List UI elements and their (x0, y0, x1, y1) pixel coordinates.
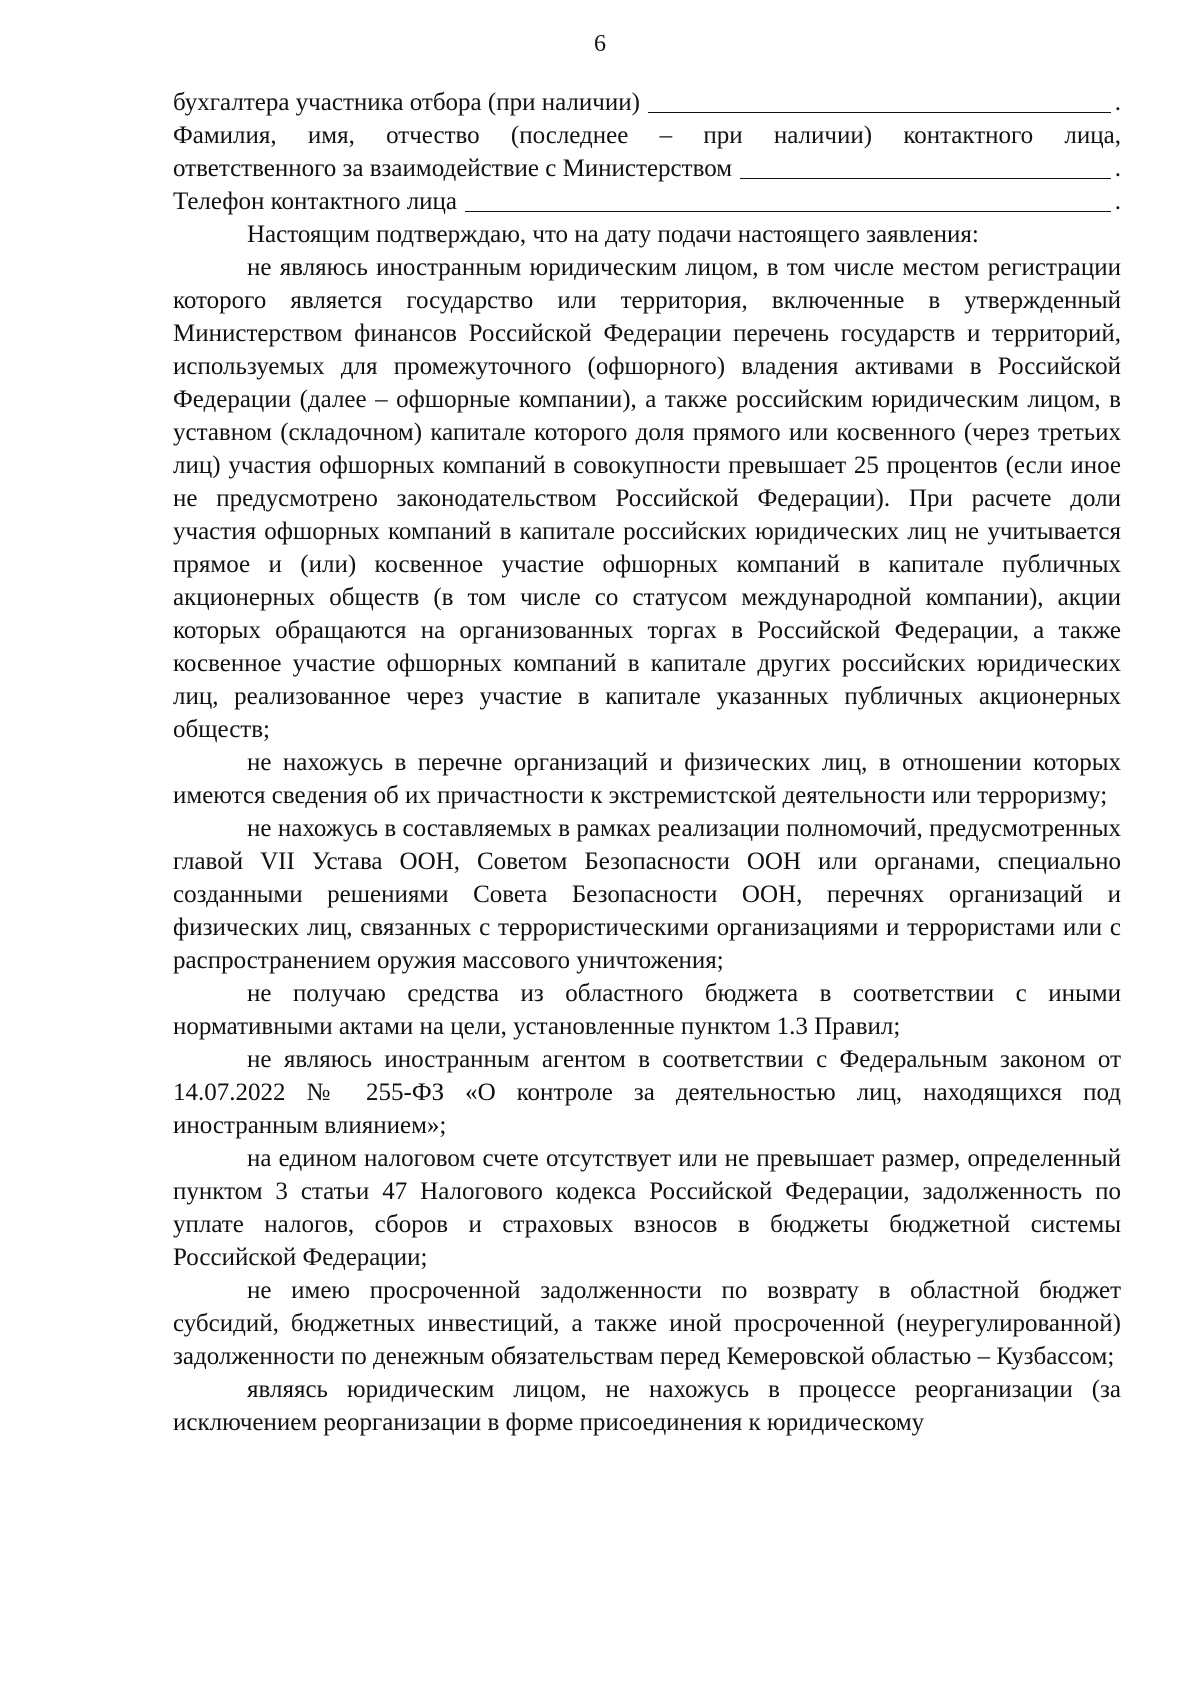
ministry-responsible-field (173, 152, 1121, 185)
accountant-field-label: бухгалтера участника отбора (при наличии) (173, 89, 640, 116)
declaration-item-tax-debt: на едином налоговом счете отсутствует или не превышает размер, определенный пунктом 3 статьи 47 Налогового кодекса Российской Федерации, задолженность по уплате налогов, сборов и страховых взносов в бюджеты бюджетной системы Российской Федерации; (173, 1145, 1121, 1271)
field-period: . (1114, 188, 1121, 215)
declaration-item-foreign-agent: не являюсь иностранным агентом в соответствии с Федеральным законом от 14.07.2022 № 255-ФЗ «О контроле за деятельностью лиц, находящихся под иностранным влиянием»; (173, 1046, 1121, 1139)
declaration-item-overdue-debt: не имею просроченной задолженности по возврату в областной бюджет субсидий, бюджетных инвестиций, а также иной просроченной (неурегулированной) задолженности по денежным обязательствам перед Кемеровской областью – Кузбассом; (173, 1277, 1121, 1370)
declaration-item-offshore: не являюсь иностранным юридическим лицом, в том числе местом регистрации которого является государство или территория, включенные в утвержденный Министерством финансов Российской Федерации перечень государств и территорий, используемых для промежуточного (офшорного) владения активами в Российской Федерации (далее – офшорные компании), а также российским юридическим лицом, в уставном (складочном) капитале которого доля прямого или косвенного (через третьих лиц) участия офшорных компаний в совокупности превышает 25 процентов (если иное не предусмотрено законодательством Российской Федерации). При расчете доли участия офшорных компаний в капитале российских юридических лиц не учитывается прямое и (или) косвенное участие офшорных компаний в капитале публичных акционерных обществ (в том числе со статусом международной компании), акции которых обращаются на организованных торгах в Российской Федерации, а также косвенное участие офшорных компаний в капитале других российских юридических лиц, реализованное через участие в капитале указанных публичных акционерных обществ; (173, 254, 1121, 743)
ministry-responsible-blank[interactable] (740, 177, 1111, 179)
contact-phone-field (173, 185, 1121, 218)
page-number: 6 (594, 31, 606, 57)
accountant-field-blank[interactable] (648, 111, 1111, 113)
contact-person-label-line (173, 119, 1121, 152)
field-period: . (1114, 155, 1121, 182)
contact-person-label: Фамилия, имя, отчество (последнее – при наличии) контактного лица, (173, 122, 1121, 149)
declaration-item-budget-funds: не получаю средства из областного бюджета в соответствии с иными нормативными актами на цели, установленные пунктом 1.3 Правил; (173, 980, 1121, 1040)
contact-phone-label: Телефон контактного лица (173, 188, 458, 215)
declaration-item-reorganization: являясь юридическим лицом, не нахожусь в процессе реорганизации (за исключением реорганизации в форме присоединения к юридическому (173, 1376, 1121, 1436)
document-body (173, 86, 1121, 1439)
confirmation-intro: Настоящим подтверждаю, что на дату подачи настоящего заявления: (247, 221, 979, 248)
accountant-field (173, 86, 1121, 119)
declaration-item-extremism: не нахожусь в перечне организаций и физических лиц, в отношении которых имеются сведения об их причастности к экстремистской деятельности или терроризму; (173, 749, 1121, 809)
contact-phone-blank[interactable] (465, 210, 1111, 212)
declaration-item-un-sanctions: не нахожусь в составляемых в рамках реализации полномочий, предусмотренных главой VII Устава ООН, Советом Безопасности ООН или органами, специально созданными решениями Совета Безопасности ООН, перечнях организаций и физических лиц, связанных с террористическими организациями и террористами или с распространением оружия массового уничтожения; (173, 815, 1121, 974)
field-period: . (1114, 89, 1121, 116)
ministry-responsible-label: ответственного за взаимодействие с Министерством (173, 155, 733, 182)
